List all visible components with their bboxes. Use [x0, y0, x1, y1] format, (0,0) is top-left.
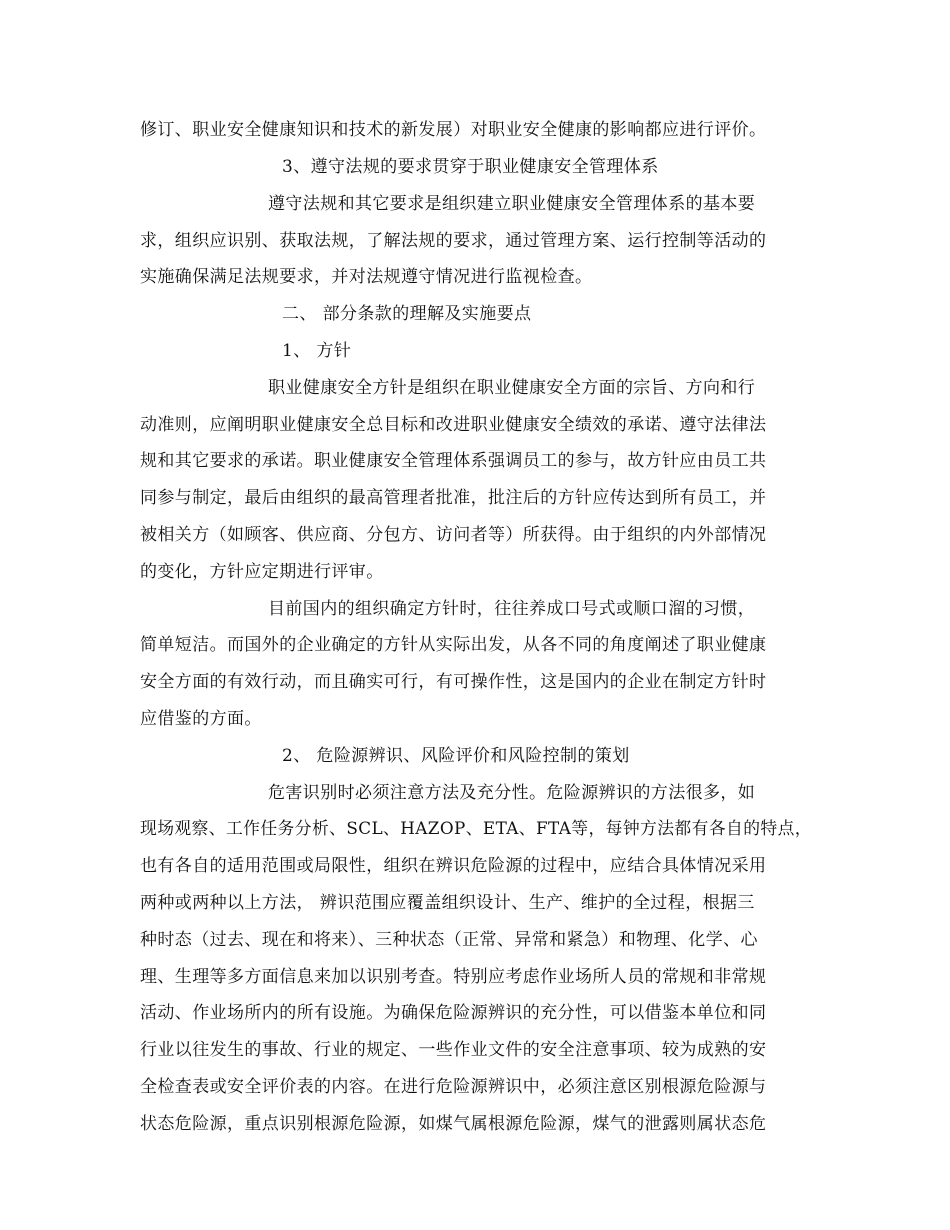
text-line: 安全方面的有效行动，而且确实可行，有可操作性，这是国内的企业在制定方针时: [140, 672, 767, 692]
paragraph-line: 危害识别时必须注意方法及充分性。危险源辨识的方法很多，如: [268, 783, 756, 803]
text-line: 两种或两种以上方法， 辨识范围应覆盖组织设计、生产、维护的全过程，根据三: [140, 893, 755, 913]
section-heading: 二、 部分条款的理解及实施要点: [282, 304, 532, 324]
text-line: 被相关方（如顾客、供应商、分包方、访问者等）所获得。由于组织的内外部情况: [140, 525, 767, 545]
text-line: 求，组织应识别、获取法规，了解法规的要求，通过管理方案、运行控制等活动的: [140, 231, 767, 251]
text-line: 全检查表或安全评价表的内容。在进行危险源辨识中，必须注意区别根源危险源与: [140, 1077, 767, 1097]
paragraph-line: 职业健康安全方针是组织在职业健康安全方面的宗旨、方向和行: [268, 378, 756, 398]
text-line: 也有各自的适用范围或局限性，组织在辨识危险源的过程中，应结合具体情况采用: [140, 856, 767, 876]
text-line: 种时态（过去、现在和将来）、三种状态（正常、异常和紧急）和物理、化学、心: [140, 930, 758, 950]
section-heading: 3、遵守法规的要求贯穿于职业健康安全管理体系: [282, 157, 659, 177]
text-line: 修订、职业安全健康知识和技术的新发展）对职业安全健康的影响都应进行评价。: [140, 120, 767, 140]
text-line: 实施确保满足法规要求，并对法规遵守情况进行监视检查。: [140, 267, 593, 287]
text-line: 状态危险源，重点识别根源危险源，如煤气属根源危险源，煤气的泄露则属状态危: [140, 1114, 767, 1134]
text-line: 的变化，方针应定期进行评审。: [140, 562, 384, 582]
paragraph-line: 目前国内的组织确定方针时，往往养成口号式或顺口溜的习惯，: [268, 599, 756, 619]
paragraph-line: 遵守法规和其它要求是组织建立职业健康安全管理体系的基本要: [268, 194, 756, 214]
text-line: 理、生理等多方面信息来加以识别考查。特别应考虑作业场所人员的常规和非常规: [140, 967, 767, 987]
text-line: 现场观察、工作任务分析、SCL、HAZOP、ETA、FTA等，每钟方法都有各自的特点，: [140, 819, 812, 839]
text-line: 规和其它要求的承诺。职业健康安全管理体系强调员工的参与，故方针应由员工共: [140, 451, 767, 471]
text-line: 行业以往发生的事故、行业的规定、一些作业文件的安全注意事项、较为成熟的安: [140, 1040, 767, 1060]
text-line: 活动、作业场所内的所有设施。为确保危险源辨识的充分性，可以借鉴本单位和同: [140, 1003, 767, 1023]
text-line: 动准则，应阐明职业健康安全总目标和改进职业健康安全绩效的承诺、遵守法律法: [140, 415, 767, 435]
text-line: 应借鉴的方面。: [140, 709, 262, 729]
section-heading: 2、 危险源辨识、风险评价和风险控制的策划: [282, 746, 630, 766]
text-line: 同参与制定，最后由组织的最高管理者批准，批注后的方针应传达到所有员工，并: [140, 488, 767, 508]
text-line: 简单短洁。而国外的企业确定的方针从实际出发，从各不同的角度阐述了职业健康: [140, 635, 767, 655]
section-heading: 1、 方针: [282, 341, 352, 361]
